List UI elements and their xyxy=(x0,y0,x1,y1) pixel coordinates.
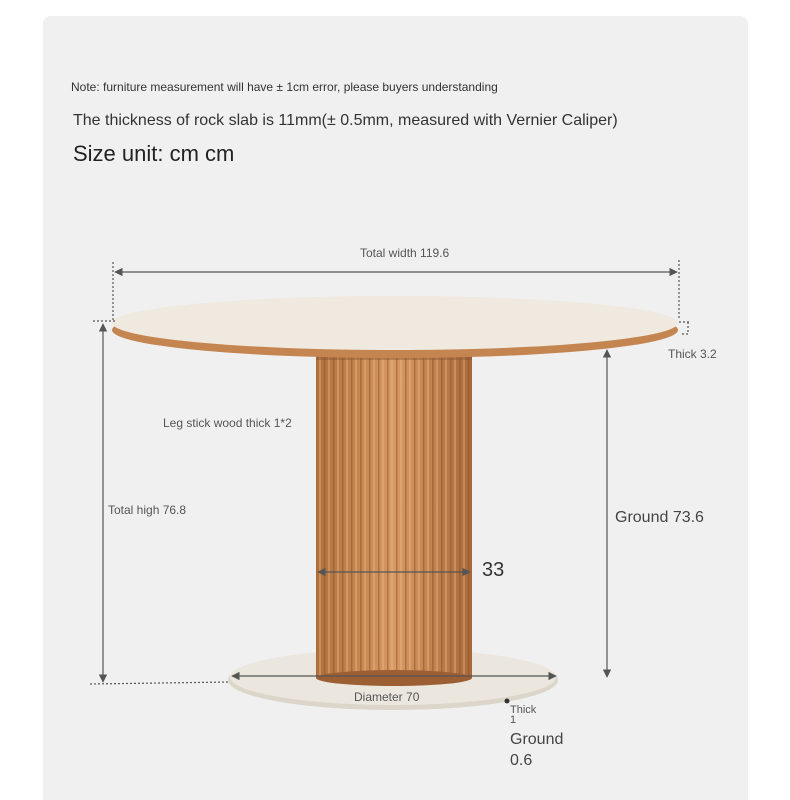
total-high-label: Total high 76.8 xyxy=(108,503,187,517)
total-width-label: Total width 119.6 xyxy=(360,246,450,260)
size-unit-heading: Size unit: cm cm xyxy=(73,141,235,166)
base-thick-value: 1 xyxy=(510,714,517,726)
diameter-label: Diameter 70 xyxy=(354,690,420,704)
base-thick-label: Thick xyxy=(510,704,537,716)
fluted-column xyxy=(316,350,472,686)
leg-stick-label: Leg stick wood thick 1*2 xyxy=(163,416,292,430)
measurement-note: Note: furniture measurement will have ± 1cm error, please buyers understanding xyxy=(71,80,498,94)
tabletop xyxy=(112,296,678,358)
slab-thickness-note: The thickness of rock slab is 11mm(± 0.5mm, measured with Vernier Caliper) xyxy=(73,112,618,129)
high-tick-bottom xyxy=(90,682,230,684)
base-ground-value: 0.6 xyxy=(510,752,533,769)
column-width-label: 33 xyxy=(482,559,505,581)
top-thick-label: Thick 3.2 xyxy=(668,347,717,361)
base-thick-dot xyxy=(505,699,510,704)
base-ground-label: Ground xyxy=(510,731,564,748)
ground-height-label: Ground 73.6 xyxy=(615,509,704,526)
